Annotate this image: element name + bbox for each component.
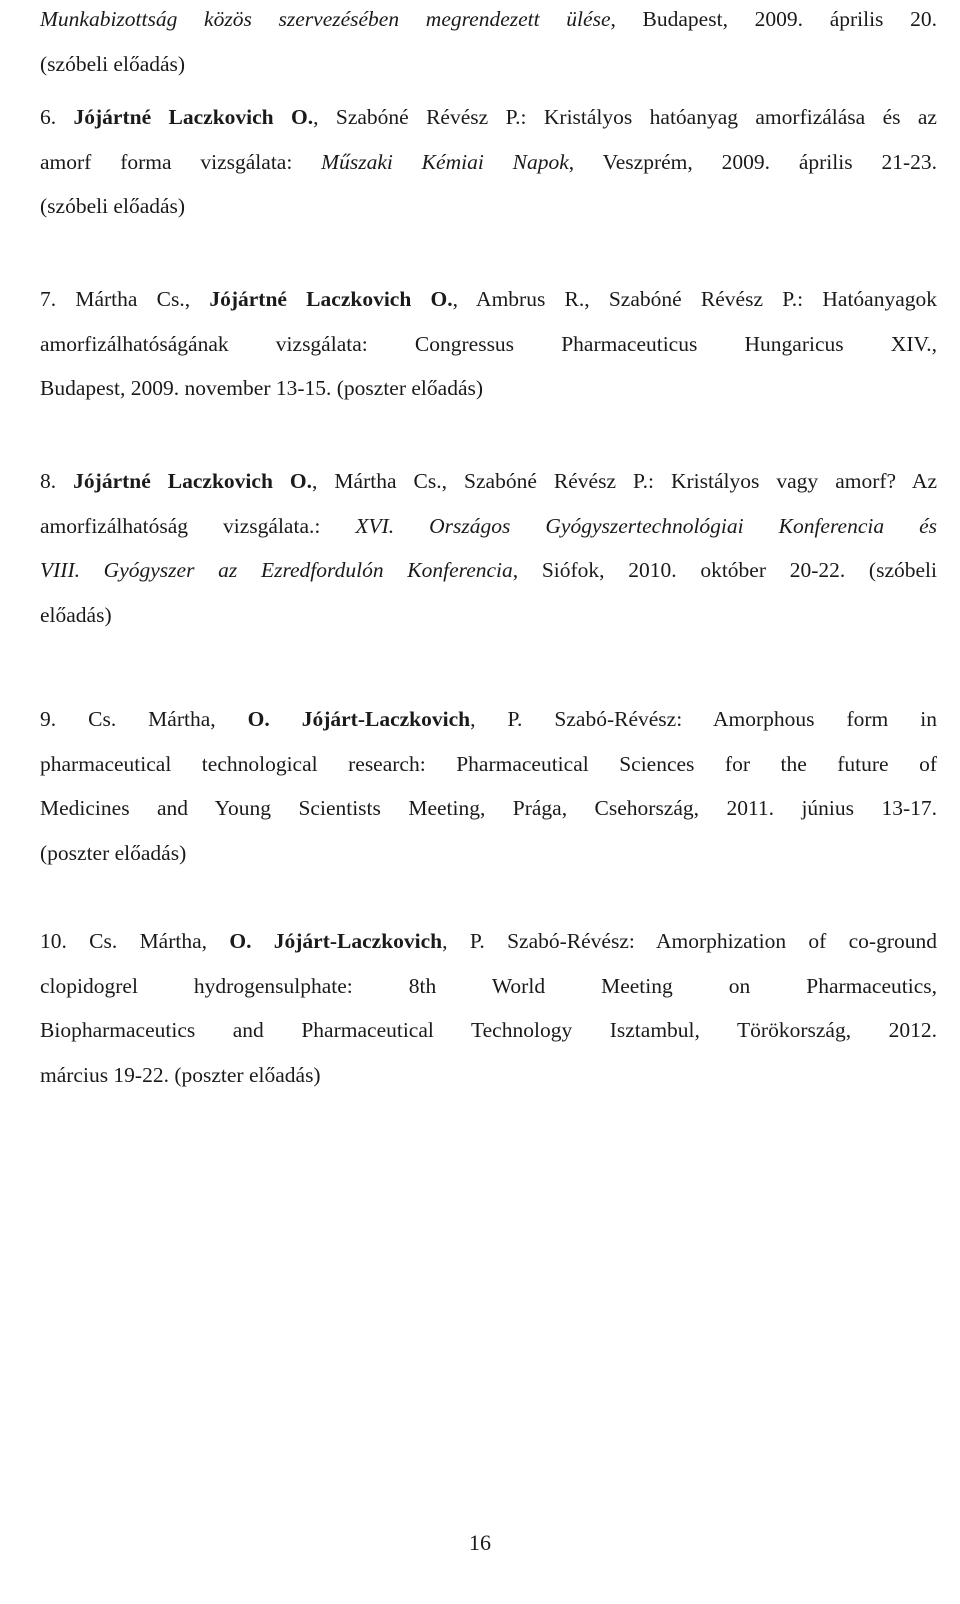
page-number: 16 (469, 1530, 491, 1555)
text-line (40, 593, 937, 638)
text-line (40, 742, 937, 787)
author-name-bold: Jójártné Laczkovich O. (73, 105, 314, 129)
reference-continuation (40, 0, 937, 86)
text-line (40, 366, 937, 411)
venue-italic: VIII. Gyógyszer az Ezredfordulón Konferencia (40, 558, 513, 582)
text-run: , P. Szabó-Révész: Amorphous form in (470, 707, 937, 731)
text-run: 6. (40, 105, 74, 129)
venue-italic: XVI. Országos Gyógyszertechnológiai Konferencia és (355, 513, 937, 538)
text-line (40, 504, 937, 549)
text-line (40, 459, 937, 504)
text-run: március 19-22. (poszter előadás) (40, 1062, 321, 1087)
text-line (40, 140, 937, 185)
text-run: amorf forma vizsgálata: (40, 149, 322, 174)
text-run: Biopharmaceutics and Pharmaceutical Technology Isztambul, Törökország, 2012. (40, 1018, 937, 1042)
author-name-bold: Jójártné Laczkovich O. (73, 469, 313, 493)
text-line (40, 277, 937, 322)
text-run: clopidogrel hydrogensulphate: 8th World Meeting on Pharmaceutics, (40, 973, 937, 998)
author-name-bold: O. Jójárt-Laczkovich (229, 929, 443, 953)
text-line (40, 42, 937, 87)
venue-italic: Műszaki Kémiai Napok (321, 149, 569, 174)
text-run: , Siófok, 2010. október 20-22. (szóbeli (512, 558, 937, 582)
text-run: , Veszprém, 2009. április 21-23. (568, 149, 937, 174)
author-name-bold: Jójártné Laczkovich O. (209, 287, 453, 311)
text-line (40, 1008, 937, 1053)
text-line (40, 548, 937, 593)
text-run: , Ambrus R., Szabóné Révész P.: Hatóanyagok (452, 287, 937, 311)
text-run: Medicines and Young Scientists Meeting, Prága, Csehország, 2011. június 13-17. (40, 796, 937, 820)
text-run: , Budapest, 2009. április 20. (610, 7, 937, 31)
text-line (40, 697, 937, 742)
text-line (40, 831, 937, 876)
venue-italic: Munkabizottság közös szervezésében megrendezett ülése (40, 7, 611, 31)
text-run: (szóbeli előadás) (40, 51, 186, 76)
text-line (40, 0, 937, 42)
text-run: 10. Cs. Mártha, (40, 929, 230, 953)
text-line (40, 964, 937, 1009)
text-line (40, 95, 937, 140)
text-line (40, 786, 937, 831)
text-run: (szóbeli előadás) (40, 194, 186, 218)
text-run: Budapest, 2009. november 13-15. (poszter előadás) (40, 376, 484, 400)
reference-item-6 (40, 95, 937, 229)
text-run: amorfizálhatóság vizsgálata.: (40, 513, 356, 538)
text-line (40, 184, 937, 229)
text-run: 7. Mártha Cs., (40, 287, 210, 311)
text-run: , P. Szabó-Révész: Amorphization of co-ground (442, 929, 938, 953)
text-run: 9. Cs. Mártha, (40, 707, 248, 731)
text-line (40, 919, 937, 964)
text-run: , Mártha Cs., Szabóné Révész P.: Kristályos vagy amorf? Az (312, 469, 937, 493)
text-line (40, 1053, 937, 1098)
text-run: , Szabóné Révész P.: Kristályos hatóanyag amorfizálása és az (313, 105, 937, 129)
text-run: előadás) (40, 602, 112, 627)
text-run: 8. (40, 469, 74, 493)
text-run: amorfizálhatóságának vizsgálata: Congressus Pharmaceuticus Hungaricus XIV., (40, 331, 937, 356)
reference-item-10 (40, 919, 937, 1097)
text-line (40, 322, 937, 367)
author-name-bold: O. Jójárt-Laczkovich (247, 707, 471, 731)
text-run: pharmaceutical technological research: Pharmaceutical Sciences for the future of (40, 751, 937, 776)
text-run: (poszter előadás) (40, 840, 187, 865)
reference-item-9 (40, 697, 937, 875)
reference-item-8 (40, 459, 937, 637)
reference-item-7 (40, 277, 937, 411)
